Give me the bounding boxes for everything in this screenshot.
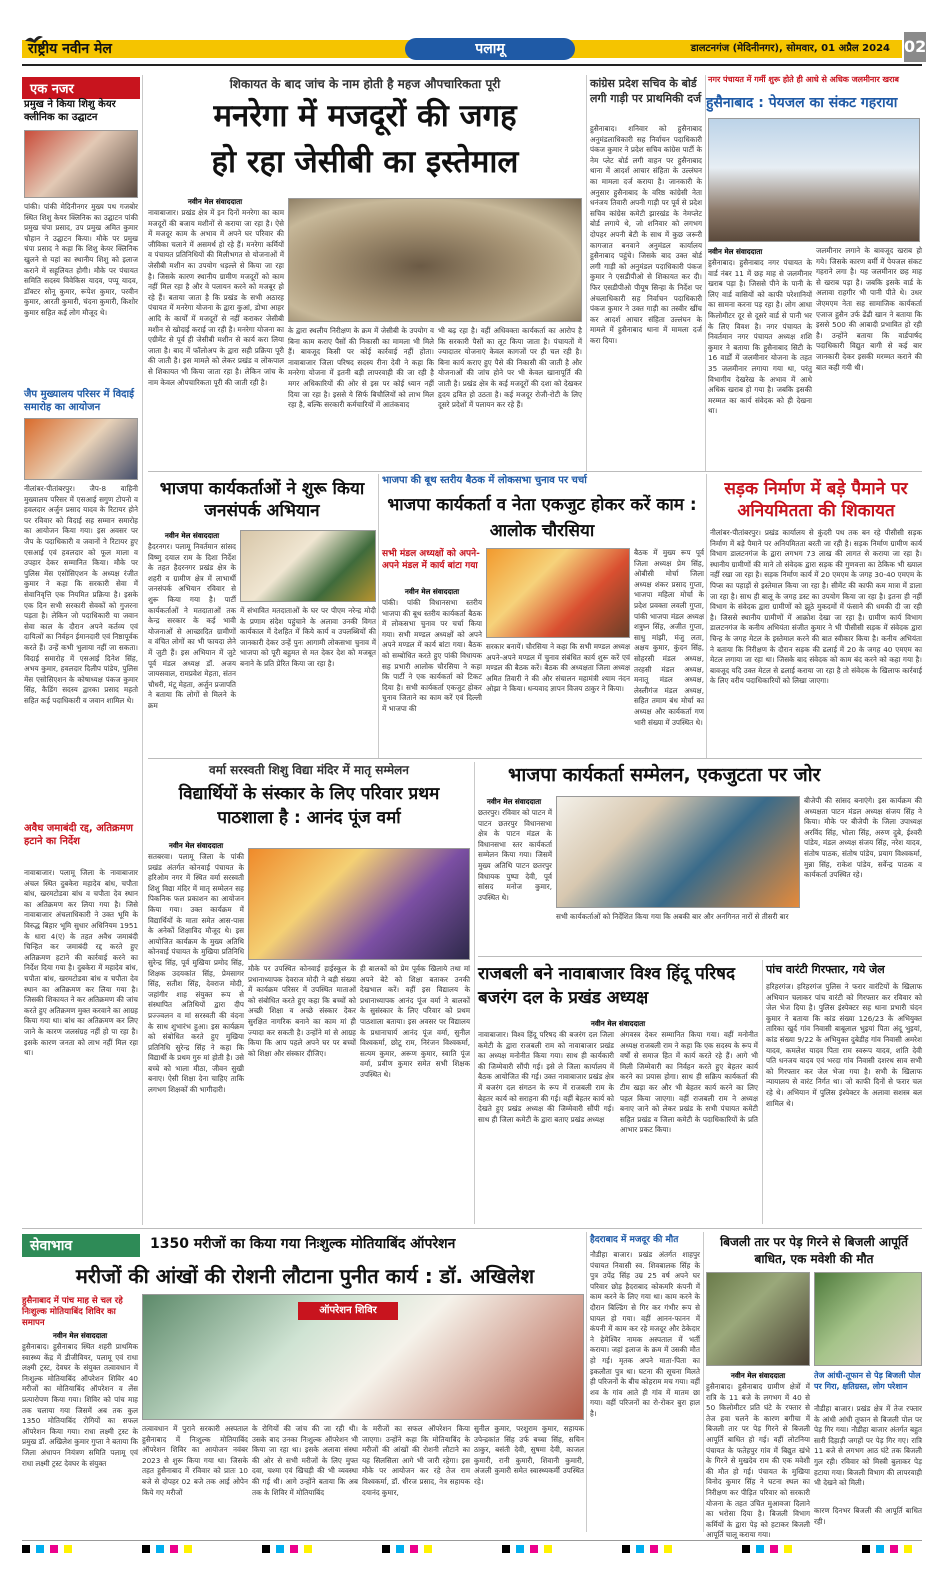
footer-color-bar <box>22 1540 922 1554</box>
water-tower-photo <box>708 118 920 242</box>
sevabhav-body-5: सुनील कुमार, परशुराम कुमार, सहायक उपेन्द्रकांत सिंह उर्फ बच्चा सिंह, सचिन ठाकुर, बसंती देवी, सुषमा देवी, काजल कुमारी, रानी कुमारी, शिवानी कुमारी, अंजली कुमारी समेत स्वास्थ्यकर्मी उपस्थित रहे। <box>474 1424 584 1486</box>
congress-headline: कांग्रेस प्रदेश सचिव के बोर्ड लगी गाड़ी पर प्राथमिकी दर्ज <box>590 77 702 105</box>
electric-headline: बिजली तार पर पेड़ गिरने से बिजली आपूर्ति बाधित, एक मवेशी की मौत <box>720 1235 908 1266</box>
story-farewell-body: नीलांबर-पीतांबरपुर। जैप-8 वाहिनी मुख्यालय परिसर में एसआई सगुण टोपनो व हवलदार अर्जुन प्रसाद यादव के रिटायर होने पर रविवार को विदाई सह सम्मान समारोह का आयोजन किया गया। इस अवसर पर जैप के पदाधिकारी व जवानों ने रिटायर हुए एसआई एवं हवलदार को फूल माला व उपहार देकर सम्मानित किया। मौके पर पुलिस मेंस एसोसिएशन के अध्यक्ष रंजीत कुमार ने कहा कि सरकारी सेवा में सेवानिवृत्ति एक नियमित प्रक्रिया है। इसके एक दिन सभी सरकारी सेवकों को गुजरना पड़ता है। लेकिन जो पदाधिकारी या जवान सेवा काल के दौरान अपने कर्तव्य एवं दायित्वों का निर्वहन ईमानदारी एवं निष्ठापूर्वक करते हैं। उन्हें कभी भुलाया नहीं जा सकता। विदाई समारोह में एसआई दिनेश सिंह, अभय कुमार, हवलदार दिलीप पांडेय, पुलिस मेंस एसोसिएशन के कोषाध्यक्ष पंकज कुमार सिंह, कैडिंग सदस्य द्वारका प्रसाद महतो सहित कई पदाधिकारी व जवान शामिल थे। <box>24 484 138 705</box>
divider <box>148 758 922 759</box>
arrest-headline: पांच वारंटी गिरफ्तार, गये जेल <box>766 963 885 976</box>
registration-marks <box>22 1545 922 1553</box>
paper-name: राष्ट्रीय नवीन मेल <box>28 41 112 57</box>
top-body-2: भी बढ़ रहा है। वहीं अधिवक्ता कार्यकर्ता का आरोप है कि सरकारी पैसों का लूट किया जाता है। पंचायतों में ज्यादातर योजनाएं केवल कागजों पर ही चल रही है। बिना कार्य कराए हुए पैसे की निकासी की जाती है और योजनाओं की जांच होने पर भी केवल खानापूर्ति की जाती है। प्रखंड क्षेत्र के कई मजदूरों की दशा को देखकर हृदय द्रवित हो उठता है। कई मजदूर रोजी-रोटी के लिए दूसरे प्रदेशों में पलायन कर रहे हैं। <box>438 326 582 410</box>
arrest-body: हरिहरगंज। हरिहरगंज पुलिस ने फरार वारंटियों के खिलाफ अभियान चलाकर पांच वारंटी को गिरफ्तार कर रविवार को जेल भेज दिया है। पुलिस इंस्पेक्टर सह थाना प्रभारी चंदन कुमार ने बताया कि कांड संख्या 126/23 के अभियुक्त तारिका खुर्द गांव निवासी बाबूलाल भुइयां पिता अंदू भुइयां, कांड संख्या 9/22 के अभियुक्त दुबेडीह गांव निवासी अमरेश यादव, कमलेश यादव पिता राम स्वरूप यादव, शांति देवी पति धनजय यादव एवं भरदा गांव निवासी दशरथ साव सभी को गिरफ्तार कर जेल भेजा गया है। सभी के खिलाफ न्यायालय से वारंट निर्गत था। जो काफी दिनों से फरार चल रहे थे। अभियान में पुलिस इंस्पेक्टर के अलावा सशस्त्र बल शामिल थे। <box>766 982 922 1108</box>
bjp-meeting-body-2: सरकार बनायें। चौरसिया ने कहा कि सभी मण्डल अध्यक्ष अपने-अपने मण्डल में चुनाव संबंधित कार्य शुरू करें एवं मण्डल की बैठक करें। बैठक की अध्यक्षता जिला अध्यक्ष अमित तिवारी ने की और संचालन महामंत्री श्याम नंदन ओझा ने किया। धन्यवाद ज्ञापन विजय ठाकुर ने किया। <box>486 642 630 694</box>
divider <box>22 1228 922 1229</box>
fallen-tree-photo <box>706 1272 810 1366</box>
bjp-meeting-body: पांकी। पांकी विधानसभा स्तरीय भाजपा की बूथ स्तरीय कार्यकर्ता बैठक में लोकसभा चुनाव पर चर्चा किया गया। सभी मण्डल अध्यक्षों को अपने अपने मण्डल में कार्य बांटा गया। बैठक को सम्बोधित करते हुए पांकी विधायक सह प्रभारी आलोक चौरसिया ने कहा कि पार्टी ने एक कार्यकर्ता को टिकट दिया है। सभी कार्यकर्ता एकजुट होकर चुनाव जिताने का काम करें एवं दिल्ली में भाजपा की <box>382 598 482 713</box>
water-headline: हुसैनाबाद : पेयजल का संकट गहराया <box>706 95 898 111</box>
story-encroach-headline: अवैध जमाबंदी रद्द, अतिक्रमण हटाने का निर्देश <box>24 822 138 848</box>
sammelan-headline: भाजपा कार्यकर्ता सम्मेलन, एकजुटता पर जोर <box>508 764 821 786</box>
school-caption: मौके पर उपस्थित कोनवाई हाईस्कूल के प्रधानाध्यापक देवराज मोदी ने बड़ी संख्या में कार्यक्रम परिसर में उपस्थित माताओं को संबोधित करते हुए कहा कि बच्चों को अच्छी शिक्षा व अच्छे संस्कार देकर सुरक्षित नागरिक बनाने का काम मां ही ज्यादा कर सकती है। उन्होंने मां से आग्रह किया कि आप पहले अपने घर पर बच्चों को शिक्षा और संस्कार दीजिए। <box>248 964 356 1058</box>
sevabhav-body: हुसैनाबाद। हुसैनाबाद स्थित शहरी प्राथमिक स्वास्थ्य केंद्र में डीजीवियर, पलामू एवं राधा लक्ष्मी ट्रस्ट, देवघर के संयुक्त तत्वावधान में निःशुल्क मोतियाबिंद ऑपरेशन शिविर 40 मरीजों का मोतियाबिंद ऑपरेशन व लेंस प्रत्यारोपण किया गया। शिविर को पांच माह तक चलाया गया जिसमें अब तक कुल 1350 मोतियाबिंद रोगियों का सफल ऑपरेशन किया गया। राधा लक्ष्मी ट्रस्ट के प्रमुख डॉ. अखिलेश कुमार गुप्ता ने बताया कि जिला अंधापन नियंत्रण समिति पलामू एवं राधा लक्ष्मी ट्रस्ट देवघर के संयुक्त <box>22 1342 138 1468</box>
sammelan-photo <box>556 796 800 908</box>
divider <box>705 75 706 471</box>
divider <box>474 762 475 1224</box>
sammelan-body: छतरपुर। रविवार को पाटन में पाटन छतरपुर विधानसभा क्षेत्र के पाटन मंडल के विधानसभा स्तर कार्यकर्ता सम्मेलन किया गया। जिसमें मुख्य अतिथि पाटन छतरपुर विधायक पुष्पा देवी, पूर्व सांसद मनोज कुमार, उपस्थित थे। <box>478 808 552 902</box>
bjp-contact-body-2: में संभावित मतदाताओं के घर पर पीएम नरेन्द्र मोदी के प्रणाम संदेश पहुंचाने के अलावा उनकी विगत कार्यकाल में देशहित में किये कार्य व उपलब्धियों की जानकारी देकर उन्हें पुनः आगामी लोकसभा चुनाव में भाजपा को पूरी बहुमत से मत देकर देश को मजबूत बनाने के प्रति प्रेरित किया जा रहा है। <box>240 606 376 668</box>
top-kicker: शिकायत के बाद जांच के नाम होती है महज औपचारिकता पूरी <box>229 77 501 91</box>
divider <box>378 474 379 758</box>
bjp-meeting-kicker: भाजपा की बूथ स्तरीय बैठक में लोकसभा चुनाव पर चर्चा <box>382 475 587 486</box>
bjp-meeting-subhead: सभी मंडल अध्यक्षों को अपने-अपने मंडल में कार्य बांटा गया <box>382 549 480 571</box>
divider <box>148 471 922 472</box>
sevabhav-body-4: के मरीजों का सफल ऑपरेशन किया जाएगा। उन्होंने कहा कि मोतियाबिंद के मरीजों की आंखों की रोशनी लौटाने का यह सिलसिला आगे भी जारी रहेगा। इस मौके पर आयोजन कर रहे तेज राम विश्वकर्मा, डॉ. धीरज प्रसाद, नेत्र सहायक दयानंद कुमार, <box>362 1424 470 1497</box>
story-encroach-body: नावाबाजार। पलामू जिला के नावाबाजार अंचल स्थित दुबकेरा महादेव बांध, चपौता बांध, खरमटोडवा बांध व चपौता देव स्थान का अतिक्रमण कर लिया गया है। जिसे नावाबाजार अंचलाधिकारी ने उक्त भूमि के विरुद्ध बिहार भूमि सुधार अधिनियम 1951 के धारा 4(ए) के तहत अवैध जमाबंदी चिन्हित कर जमाबंदी रद्द करते हुए अतिक्रमण हटाने की कार्रवाई करने का निर्देश दिया गया है। दुबकेरा में महादेव बांध, चपौता बांध, खरमटोडवा बांध व चपौता देव स्थान का अतिक्रमण कर लिया गया है। जिसकी शिकायत ने कर अतिक्रमण की जांच करते हुए अतिक्रमण मुक्त करवाने का आग्रह किया गया था। बांध का अतिक्रमण कर लिए जाने के कारण जलसंग्रह नहीं हो पा रहा है। इसके कारण जनता को लाभ नहीं मिल रहा था। <box>24 868 138 1058</box>
jcb-pit-photo <box>288 198 582 322</box>
congress-body: हुसैनाबाद। शनिवार को हुसैनाबाद अनुमंडलाधिकारी सह निर्वाचन पदाधिकारी पंकज कुमार ने प्रदेश सचिव कांग्रेस पार्टी के नेम प्लेट बोर्ड लगी वाहन पर हुसैनाबाद थाना में आदर्श आचार संहिता के उल्लंघन का मामला दर्ज कराया है। जानकारी के अनुसार हुसैनाबाद के वरिष्ठ कांग्रेसी नेता धनंजय तिवारी अपनी गाड़ी पर पूर्व से प्रदेश सचिव कांग्रेस कमेटी झारखंड के नेमप्लेट बोर्ड लगाये थे, जो शनिवार को लगभग दोपहर अपनी बेटी के साथ में कुछ जरूरी कागजात बनवाने अनुमंडल कार्यालय हुसैनाबाद पहुंचे। जिसके बाद उक्त बोर्ड लगी गाड़ी को अनुमंडल पदाधिकारी पंकज कुमार ने एसडीपीओ से शिकायत कर दी। फिर एसडीपीओ पीयूष सिन्हा के निर्देश पर अंचलाधिकारी सह निर्वाचन पदाधिकारी पंकज कुमार ने उक्त गाड़ी का तस्वीर खींच कर आदर्श आचार संहिता उल्लंघन के मामले में हुसैनाबाद थाना में मामला दर्ज करा दिया। <box>590 124 702 345</box>
road-body: नीलांबर-पीतांबरपुर। प्रखंड कार्यालय से कुंदरी पथ तक बन रहे पीसीसी सड़क निर्माण में बड़े पैमाने पर अनियमितता बरती जा रही है। सड़क निर्माण ग्रामीण कार्य विभाग डालटनगंज के द्वारा लगभग 73 लाख की लागत से कराया जा रहा है। स्थानीय ग्रामीणों की माने तो संवेदक द्वारा सड़क की गुणवत्ता का ठेकिक भी ख्याल नहीं रखा जा रहा है। सड़क निर्माण कार्य में 20 एमएम के जगह 30-40 एमएम के पिप्स का पहाड़ों से इस्तेमाल किया जा रहा है। सीमेंट की काफी कम मात्रा में डाला जा रहा है। साथ ही बालू के जगह डस्ट का उपयोग किया जा रहा है। इतना ही नहीं विभाग के संवेदक द्वारा ग्रामीणों को झूठे मुकदमों में फंसाने की धमकी दी जा रही है। जिससे स्थानीय ग्रामीणों में आक्रोश देखा जा रहा है। ग्रामीण कार्य विभाग डालटनगंज के कनीय अभियंता संजीत कुमार ने भी पीसीसी सड़क में संवेदक द्वारा चिन्ह के जगह मेटल के इस्तेमाल करने की बात स्वीकार किया है। कनीय अभियंता ने बताया कि निरीक्षण के दौरान सड़क की ढलाई में 20 के जगह 40 एमएम का मेटल लगाया जा रहा था। जिसके बाद संवेदक को काम बंद करने को कहा गया है। बावजूद यदि उक्त मेटल से ढलाई कराया जा रहा है तो संवेदक के खिलाफ कार्रवाई के लिए वरीय पदाधिकारियों को लिखा जाएगा। <box>710 528 922 686</box>
sevabhav-body-3: के रोगियों की जांच की जा रही थी। उसके बाद उनका निःशुल्क ऑपरेशन भी किया जा रहा था। इसके अलावा संस्था की ओर से सभी मरीजों के लिए मुफ्त दवा, चश्मा एवं खिचड़ी की भी व्यवस्था की गई थी। आगे उन्होंने बताया कि अब तक के शिविर में मोतियाबिंद <box>252 1424 358 1497</box>
sevabhav-headline: मरीजों की आंखों की रोशनी लौटाना पुनीत कार्य : डॉ. अखिलेश <box>75 1264 535 1288</box>
page-number: 02 <box>904 32 926 62</box>
bjp-meeting-headline: भाजपा कार्यकर्ता व नेता एकजुट होकर करें काम : आलोक चौरसिया <box>387 495 697 541</box>
electric-photo-caption: नौडीहा बाजार। प्रखंड क्षेत्र में तेज रफ्तार के आंधी आंधी तूफान से बिजली पोल पर पेड़ गिर गया। नौडीहा बाजार अंतर्गत बहुत सारी दिहाड़ी जगहों पर पेड़ गिर गए। रात्रि 11 बजे से लगभग आठ घंटे तक बिजली गुल रही। रविवार को मिस्त्री बुलाकर पेड़ हटाया गया। बिजली विभाग की लापरवाही भी देखने को मिली। <box>814 1404 922 1488</box>
school-headline: विद्यार्थियों के संस्कार के लिए परिवार प्रथम पाठशाला है : आनंद पूंज वर्मा <box>178 784 440 828</box>
sammelan-caption: सभी कार्यकर्ताओं को निर्देशित किया गया कि अबकी बार और अनगिनत नारों से तीसरी बार <box>556 912 789 921</box>
rajbali-headline: राजबली बने नावाबाजार विश्व हिंदू परिषद बजरंग दल के प्रखंड अध्यक्ष <box>478 964 735 1008</box>
divider <box>762 960 763 1224</box>
divider <box>706 474 707 758</box>
bjp-contact-body: हैदरनगर। पलामू निवर्तमान सांसद विष्णु दयाल राम के दिशा निर्देश के तहत हैदरनगर प्रखंड क्षेत्र के शहरी व ग्रामीण क्षेत्र में लाभार्थी जनसंपर्क अभियान रविवार से शुरू किया गया है। पार्टी कार्यकर्ताओं ने मतदाताओं तक केन्द्र सरकार के कई भावी योजनाओं से आच्छादित ग्रामीणों व वंचित लोगों का भी फायदा लेने में जुटी हैं। इस अभियान में जुटे पूर्व मंडल अध्यक्ष डॉ. अजय जायसवाल, रामप्रवेश मेहता, संतन चौधरी, मंटू मेहता, अर्जुन प्रजापति ने बताया कि लोगों से मिलने के क्रम <box>148 542 236 710</box>
electric-byline: नवीन मेल संवाददाता <box>730 1371 786 1380</box>
school-body: सतबरवा। पलामू जिला के पांकी प्रखंड अंतर्गत कोनवाई पंचायत के हरिओम नगर में स्थित वर्मा सरस्वती शिशु विद्या मंदिर में मातृ सम्मेलन सह पिकनिक फल प्रकाशन का आयोजन किया गया। उक्त कार्यक्रम में विद्यार्थियों के माता समेत आस-पास के अनेकों शिक्षाविद मौजूद थे। इस आयोजित कार्यक्रम के मुख्य अतिथि कोनवाई पंचायत के मुखिया प्रतिनिधि सुरेन्द्र सिंह, पूर्व मुखिया प्रमोद सिंह, शिक्षक उदयकांत सिंह, प्रेमसागर सिंह, सतीश सिंह, देवराज मोदी, जहांगीर शाह संयुक्त रूप से संस्थापित अतिथियों द्वारा दीप प्रज्ज्वलन व मां सरस्वती की वंदना के साथ शुभारंभ हुआ। इस कार्यक्रम को संबोधित करते हुए मुखिया प्रतिनिधि सुरेन्द्र सिंह ने कहा कि विद्यार्थी के प्रथम गुरु मां होती है। उसे बच्चे को भाला मीठा, जीवन सुखी बनाए। ऐसी शिक्षा देना चाहिए ताकि लगभग शिक्षकों की भागीदारी। <box>148 852 244 1095</box>
clinic-photo <box>24 130 138 198</box>
top-body-caption: के द्वारा स्थलीय निरीक्षण के क्रम में जेसीबी के उपयोग व बिना काम कराए पैसों की निकासी का मामला भी मिले हैं। बावजूद किसी पर कोई कार्रवाई नहीं होता। नावाबाजार जिला परिषद सदस्य रीना देवी ने कहा कि मनरेगा योजना में इतनी बड़ी लापरवाही की जा रही है मगर अधिकारियों की ओर से इस पर कोई ध्यान नहीं दिया जा रहा है। इससे ये सिर्फ बिचौलियों को लाभ मिल रहा है, बल्कि सरकारी कर्मचारियों में आतंकवाद <box>288 326 434 410</box>
pole-photo <box>814 1272 922 1366</box>
bjp-contact-headline: भाजपा कार्यकर्ताओं ने शुरू किया जनसंपर्क अभियान <box>159 479 365 521</box>
bjp-meeting-body-3: बैठक में मुख्य रूप पूर्व जिला अध्यक्ष प्रेम सिंह, ओबीसी मोर्चा जिला अध्यक्ष शंकर प्रसाद गुप्ता, भाजपा महिला मोर्चा के प्रदेश प्रवक्ता लवली गुप्ता, पांकी भाजपा मंडल अध्यक्ष शत्रुघ्न सिंह, अजीत गुप्ता, साधु मांझी, मंजु लता, अक्षय कुमार, कुंदन सिंह, सोहरसी मंडल अध्यक्ष, तरहसी मंडल अध्यक्ष, मनातू मंडल अध्यक्ष, लेस्लीगंज मंडल अध्यक्ष, सहित तमाम बंध मोर्चा का अध्यक्ष और कार्यकर्ता गण भारी संख्या में उपस्थित थे। <box>634 548 704 727</box>
top-headline-2: हो रहा जेसीबी का इस्तेमाल <box>211 144 519 180</box>
bjp-meeting-byline: नवीन मेल संवाददाता <box>404 587 460 596</box>
divider <box>142 75 143 1225</box>
divider <box>586 1232 587 1532</box>
story-farewell-headline: जैप मुख्यालय परिसर में विदाई समारोह का आयोजन <box>24 389 134 413</box>
divider <box>586 75 587 471</box>
masthead <box>22 28 927 66</box>
rajbali-body: नावाबाजार। विश्व हिंदू परिषद की बजरंग दल जिला कमेटी के द्वारा राजबली राम को नावाबाजार प्रखंड का अध्यक्ष मनोनीत किया गया। साथ ही कार्यकारी की जिम्मेवारी सौंपी गई। इसे ले जिला कार्यालय में बैठक आयोजित की गई। उक्त नावाबाजार प्रखंड क्षेत्र में बजरंग दल संगठन के रूप में राजबली राम के बेहतर कार्य को सराहना की गई। वहीं बेहतर कार्य को देखते हुए प्रखंड अध्यक्ष की जिम्मेवारी सौंपी गई। साथ ही जिला कमेटी के द्वारा बताए प्रखंड अध्यक्ष <box>478 1030 614 1124</box>
water-byline: नवीन मेल संवाददाता <box>708 247 763 256</box>
bjp-contact-byline: नवीन मेल संवाददाता <box>164 531 220 540</box>
sevabhav-byline: नवीन मेल संवाददाता <box>52 1331 108 1340</box>
school-kicker: वर्मा सरस्वती शिशु विद्या मंदिर में मातृ सम्मेलन <box>209 763 409 777</box>
divider <box>478 956 922 957</box>
rajbali-body-2: अंगवस्त्र देकर सम्मानित किया गया। वहीं मनोनीत अध्यक्ष राजबली राम ने कहा कि एक सदस्य के रूप में वर्षों से समाज हित में कार्य करते रहे हैं। आगे भी मिली जिम्मेवारी का निर्वहन करते हुए बेहतर कार्य करने का प्रयास होगा। साथ ही सक्रिय कार्यकर्ता की टीम खड़ा कर और भी बेहतर कार्य करने का लिए पहल किया जाएगा। वहीं राजबली राम ने अध्यक्ष बनाए जाने को लेकर प्रखंड के सभी पंचायत कमेटी सहित प्रखंड व जिला कमेटी के पदाधिकारियों के प्रति आभार प्रकट किया। <box>620 1030 758 1135</box>
water-body: हुसैनाबाद। हुसैनाबाद नगर पंचायत के वार्ड नंबर 11 में छह माह से जलमीनार खराब पड़ा है। जिससे पीने के पानी के लिए वार्ड वासियों को काफी परेशानियों का सामना करना पड़ रहा है। लोग आधा किलोमीटर दूर से दूसरे वार्ड से पानी भर के लिए विवश है। नगर पंचायत के निवर्तमान नगर पंचायत अध्यक्ष शशि कुमार ने बताया कि हुसैनाबाद सिटी के 16 वार्डों में जलमीनार योजना के तहत 35 जलमीनार लगाया गया था, परंतु विभागीय देखरेख के अभाव में आधे अधिक खराब हो गया है। जबकि इसकी मरम्मत का कार्य संवेदक को ही देखना था। <box>708 258 812 416</box>
labourer-headline: हैदराबाद में मजदूर की मौत <box>590 1235 679 1245</box>
water-body-2: जलमीनार लगाने के बावजूद खराब हो गये। जिसके कारण वर्मी में पेयजल संकट गहराने लगा है। यह जलमीनार छह माह से खराब पड़ा है। जबकि इसके वार्ड के अलावा राहगीर भी पानी पीते थे। उधर जेएमएम नेता सह सामाजिक कार्यकर्ता एजाज हुसैन उर्फ ढेंढी खान ने बताया कि इससे 500 की आबादी प्रभावित हो रही है। उन्होंने बताया कि वार्डपार्षद पदाधिकारी विद्युत बागी से कई बार जानकारी देकर इसकी मरम्मत कराने की बात कही गयी थी। <box>816 246 922 372</box>
top-body-1: नावाबाजार। प्रखंड क्षेत्र में इन दिनों मनरेगा का काम मजदूरों की बजाय मशीनों से कराया जा रहा है। ऐसे में मजदूर काम के अभाव में अपने घर परिवार की जीविका चलाने में असमर्थ हो रहे हैं। मनरेगा कर्मियों व पंचायत प्रतिनिधियों की मिलीभगत से योजनाओं में जेसीबी मशीन का उपयोग धड़ल्ले से किया जा रहा है। जिसके कारण स्थानीय ग्रामीण मजदूरों को काम नहीं मिल रहा है और वे पलायन करने को मजबूर हो रहे हैं। बताया जाता है कि प्रखंड के सभी अठारह पंचायत में मनरेगा योजना के द्वारा कुआं, डोभा आहर आदि के कार्यों में मजदूरों से नहीं कराकर जेसीबी मशीन से खोदाई कराई जा रही है। मनरेगा योजना का एग्रीमेंट से पूर्व ही जेसीबी मशीन से कार्य करा लिया जाता है। बाद में फॉलोअप के द्वारा सही प्रक्रिया पूरी की जाती है। इस मामले को लेकर प्रखंड व लोकपाल से शिकायत भी किया जाता रहा है। लेकिन जांच के नाम केवल औपचारिकता पूरी की जाती रही है। <box>148 208 284 387</box>
ek-nazar-tag: एक नजर <box>22 77 140 99</box>
labourer-body: नौडीहा बाजार। प्रखंड अंतर्गत शाहपुर पंचायत निवासी स्व. शिवबालक सिंह के पुत्र उपेंद्र सिंह उम्र 25 वर्ष अपने घर परिवार छोड़ हैदराबाद कोकमरि कंपनी में काम करने के लिए गया था। काम करने के दौरान बिल्डिंग से गिर कर गंभीर रूप से घायल हो गया। वहीं आनन-फानन में कंपनी में काम कर रहे मजदूर और ठेकेदार ने हेमेश्विर नामक अस्पताल में भर्ती कराया। जहां इलाज के क्रम में उसकी मौत हो गई। मृतक अपने माता-पिता का इकलौता पुत्र था। घटना की सूचना मिलते ही परिजनों के बीच कोहराम मच गया। वहीं शव के गांव आते ही गांव में मातम छा गया। वहीं परिजनों का रो-रोकर बुरा हाल है। <box>590 1250 700 1418</box>
top-headline-1: मनरेगा में मजदूरों की जगह <box>213 98 517 134</box>
water-kicker: नगर पंचायत में गर्मी शुरू होते ही आधे से अधिक जलमीनार खराब <box>708 75 899 84</box>
school-byline: नवीन मेल संवाददाता <box>168 841 224 850</box>
section-name: पलामू <box>475 41 505 57</box>
top-byline: नवीन मेल संवाददाता <box>187 197 243 206</box>
bjp-contact-photo <box>240 530 376 602</box>
camp-banner: ऑपरेशन शिविर <box>298 1302 398 1320</box>
sammelan-body-2: बीजेपी की सांसद बनाएंगे। इस कार्यक्रम की अध्यक्षता पाटन मंडल अध्यक्ष संजय सिंह ने किया। मौके पर बीजेपी के जिला उपाध्यक्ष अरविंद सिंह, भोला सिंह, अरुण दुबे, ईश्वरी पांडेय, मंडल अध्यक्ष संजय सिंह, नरेश यादव, संतोष पाठक, संतोष पांडेय, प्रयाग विश्वकर्मा, मुन्ना सिंह, राकेश पांडेय, सर्वेन्द्र पाठक व कार्यकर्ता उपस्थित रहे। <box>804 796 922 880</box>
story-clinic-body: पांकी। पांकी मेदिनीनगर मुख्य पथ गजबोर स्थित शिशु केयर क्लिनिक का उद्घाटन पांकी प्रमुख चंपा प्रसाद, उप प्रमुख अमित कुमार चौहान ने उद्घाटन किया। मौके पर प्रमुख चंपा प्रसाद ने कहा कि शिशु केयर क्लिनिक खुलने से यहां का स्थानीय शिशु को इलाज कराने में सहूलियत होगी। मौके पर पंचायत समिति सदस्य विवेकिस यादव, पप्पू यादव, डॉक्टर सोनू कुमार, रूपेश कुमार, परवीन कुमार, आरती कुमारी, चंदना कुमारी, किशोर कुमार सहित कई लोग मौजूद थे। <box>24 202 138 317</box>
road-headline: सड़क निर्माण में बड़े पैमाने पर अनियमितता की शिकायत <box>724 479 908 521</box>
sevabhav-kicker: 1350 मरीजों का किया गया निःशुल्क मोतियाबिंद ऑपरेशन <box>150 1236 456 1252</box>
story-clinic-headline: प्रमुख ने किया शिशु केयर क्लीनिक का उद्घाटन <box>24 99 116 123</box>
school-photo <box>248 848 470 960</box>
divider <box>703 1232 704 1532</box>
place-date: डालटनगंज (मेदिनीनगर), सोमवार, 01 अप्रैल 2024 <box>690 43 890 54</box>
electric-photo-caption-title: तेज आंधी-तूफान से पेड़ बिजली पोल पर गिरा, क्षतिग्रस्त, लोग परेशान <box>814 1371 921 1391</box>
bjp-meeting-photo <box>486 548 630 638</box>
electric-body: हुसैनाबाद। हुसैनाबाद ग्रामीण क्षेत्रों में रात्रि के 11 बजे के लगभग में 40 से 50 किलोमीटर प्रति घंटे के रफ्तार से तेज हवा चलने के कारण बगीचा में बिजली तार पर पेड़ गिरने से बिजली आपूर्ति बाधित हो गई। वहीं लोटनिया पंचायत के फतेहपुर गांव में बिद्युत खंभे के गिरने से मुखदेव राम की एक मवेशी की मौत हो गई। पंचायत के मुखिया विनोद कुमार सिंह ने घटना स्थल का निरीक्षण कर पीड़ित परिवार को सरकारी योजना के तहत उचित मुआवजा दिलाने का भरोसा दिया है। बिजली विभाग कर्मियों के द्वारा पेड़ को हटाकर बिजली आपूर्ति चालू कराया गया। <box>706 1382 810 1540</box>
sevabhav-body-2: तत्वावधान में पुराने सरकारी अस्पताल हुसैनाबाद में निःशुल्क मोतियाबिंद ऑपरेशन शिविर का आयोजन नवंबर 2023 से शुरू किया गया था। जिसके तहत हुसैनाबाद में रविवार को प्रातः 10 बजे से दोपहर 02 बजे तक आई ओपेन किये गए मरीजों <box>142 1424 248 1497</box>
farewell-photo <box>24 418 138 480</box>
sevabhav-tag: सेवाभाव <box>22 1234 140 1257</box>
rajbali-byline: नवीन मेल संवाददाता <box>590 1019 646 1028</box>
sevabhav-subhead: हुसैनाबाद में पांच माह से चल रहे निःशुल्क मोतियाबिंद शिविर का समापन <box>22 1296 123 1328</box>
electric-tail: कारण दिनभर बिजली की आपूर्ति बाधित रही। <box>814 1506 922 1526</box>
school-body-2: ही बालकों को प्रेम पूर्वक खिलाये तथा मां अपने बेटे को शिक्षा बताकर उनकी देखभाल करें। वहीं इस विद्यालय के प्रधानाध्यापक आनंद पूंज वर्मा ने बालकों के सुसंस्कार के लिए परिवार को प्रथम पाठशाला बताया। इस अवसर पर विद्यालय के प्रधानाचार्य आनंद पूंज वर्मा, सुनील विश्वकर्मा, छोटू राम, निरंजन विश्वकर्मा, सत्यम कुमार, अरूण कुमार, स्वाति पूंज वर्मा, प्रवीण कुमार समेत सभी शिक्षक उपस्थित थे। <box>360 964 470 1079</box>
sammelan-byline: नवीन मेल संवाददाता <box>486 797 542 806</box>
